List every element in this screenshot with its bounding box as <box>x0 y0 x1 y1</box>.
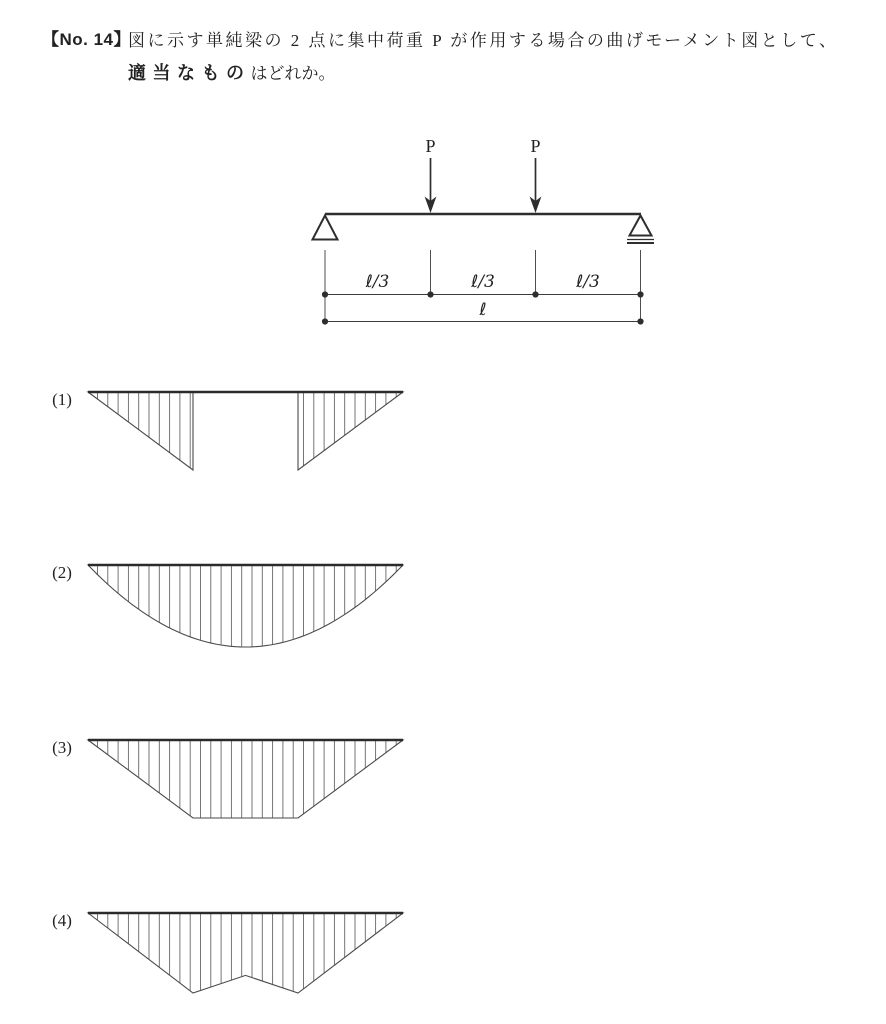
hatch-lines <box>98 566 397 647</box>
question-text-line1: 図に示す単純梁の 2 点に集中荷重 P が作用する場合の曲げモーメント図として、 <box>128 31 839 50</box>
load-arrow-icon-1 <box>425 158 437 213</box>
option-4-figure <box>80 909 410 1005</box>
moment-outline <box>88 913 403 993</box>
dim-label-third-2: ℓ/3 <box>471 272 495 292</box>
load-label-1: P <box>425 136 436 156</box>
option-3-figure <box>80 736 410 832</box>
hatch-lines <box>98 741 397 818</box>
beam-figure <box>280 125 690 340</box>
roller-support-icon <box>627 216 654 244</box>
question-emphasis: 適当なもの <box>128 63 251 83</box>
load-arrow-icon-2 <box>530 158 542 213</box>
pin-support-icon <box>313 216 338 240</box>
option-1-figure <box>80 388 410 484</box>
question-text-tail: はどれか。 <box>250 64 336 83</box>
dim-label-third-1: ℓ/3 <box>365 272 390 292</box>
question-number: 【No. 14】 <box>42 30 132 49</box>
dimension-line-total <box>322 300 644 325</box>
option-2-figure <box>80 561 410 657</box>
dim-label-third-3: ℓ/3 <box>576 272 600 292</box>
moment-outline <box>88 740 403 818</box>
moment-outline <box>88 565 403 647</box>
option-2-label: (2) <box>52 563 72 582</box>
load-label-2: P <box>530 136 541 156</box>
dim-label-total: ℓ <box>479 300 487 320</box>
option-1-label: (1) <box>52 390 72 409</box>
moment-outline <box>88 392 403 470</box>
question-text-line2 <box>128 59 336 85</box>
option-4-label: (4) <box>52 911 72 930</box>
option-3-label: (3) <box>52 738 72 757</box>
dimension-line-thirds <box>322 272 644 298</box>
